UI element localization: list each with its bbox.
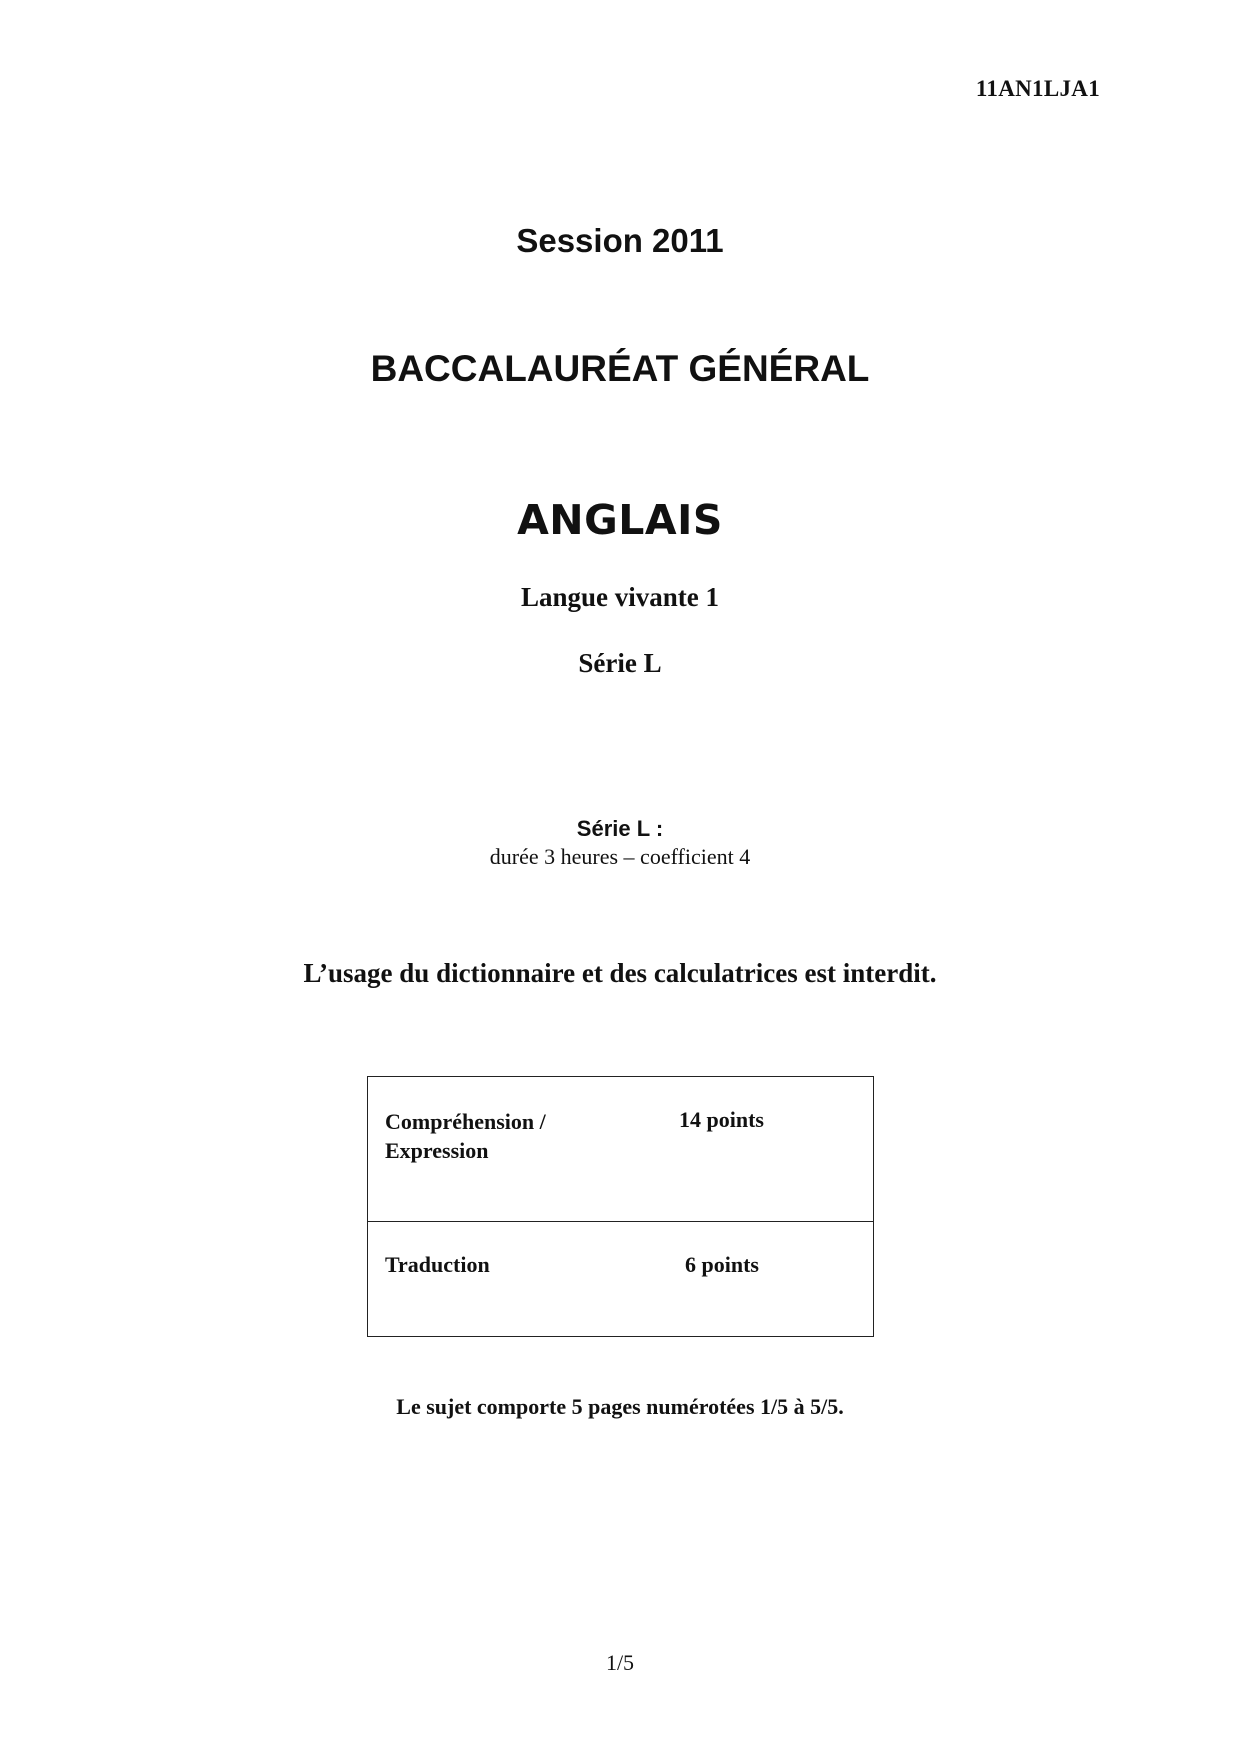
series-label: Série L : xyxy=(576,816,664,841)
points-cell xyxy=(685,1222,874,1337)
language-level: Langue vivante 1 xyxy=(520,582,720,612)
page-number: 1/5 xyxy=(605,1650,635,1675)
section-cell xyxy=(368,1222,686,1337)
table-row xyxy=(368,1222,874,1337)
section-name-line1: Compréhension / xyxy=(385,1109,546,1134)
table-row xyxy=(368,1077,874,1222)
section-name-line1: Traduction xyxy=(385,1252,490,1277)
points-value: 6 points xyxy=(685,1252,759,1277)
pages-note: Le sujet comporte 5 pages numérotées 1/5 à 5/5. xyxy=(396,1394,844,1419)
dictionary-calculator-rule: L’usage du dictionnaire et des calculatrices est interdit. xyxy=(303,958,937,988)
exam-title: BACCALAURÉAT GÉNÉRAL xyxy=(370,348,870,389)
duration-coefficient: durée 3 heures – coefficient 4 xyxy=(489,844,751,869)
series-heading: Série L xyxy=(578,648,662,678)
session-heading: Session 2011 xyxy=(516,222,724,259)
points-cell xyxy=(679,1077,874,1222)
subject-title: ANGLAIS xyxy=(517,496,723,544)
section-name-line2: Expression xyxy=(385,1138,489,1163)
points-value: 14 points xyxy=(679,1107,764,1132)
section-cell xyxy=(368,1077,686,1222)
scoring-table xyxy=(367,1076,874,1337)
document-code: 11AN1LJA1 xyxy=(975,76,1100,101)
